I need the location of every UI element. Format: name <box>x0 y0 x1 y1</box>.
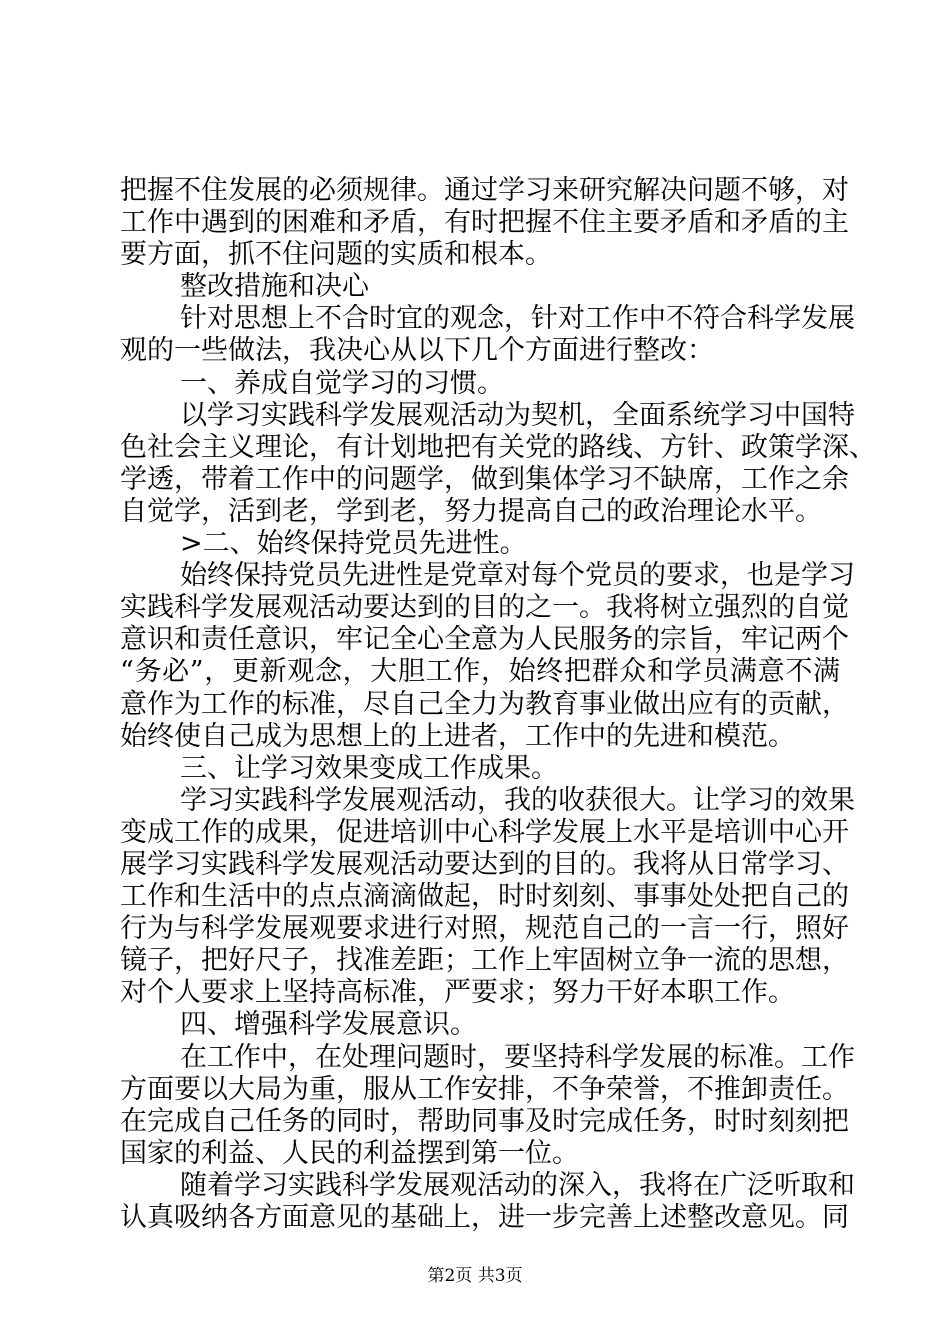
text-line: 行为与科学发展观要求进行对照，规范自己的一言一行，照好 <box>120 913 849 945</box>
text-line: 针对思想上不合时宜的观念，针对工作中不符合科学发展 <box>180 303 855 335</box>
text-line: 工作中遇到的困难和矛盾，有时把握不住主要矛盾和矛盾的主 <box>120 207 849 239</box>
text-line: 方面要以大局为重，服从工作安排，不争荣誉，不推卸责任。 <box>120 1073 849 1105</box>
text-line: 对个人要求上坚持高标准，严要求；努力干好本职工作。 <box>120 977 795 1009</box>
text-line: 始终使自己成为思想上的上进者，工作中的先进和模范。 <box>120 720 795 752</box>
text-line: 意作为工作的标准，尽自己全力为教育事业做出应有的贡献， <box>120 688 849 720</box>
text-line: 始终保持党员先进性是党章对每个党员的要求，也是学习 <box>180 560 855 592</box>
text-line: 观的一些做法，我决心从以下几个方面进行整改： <box>120 335 714 367</box>
text-line: 学习实践科学发展观活动，我的收获很大。让学习的效果 <box>180 784 855 816</box>
text-line: 认真吸纳各方面意见的基础上，进一步完善上述整改意见。同 <box>120 1202 849 1233</box>
text-line: >二、始终保持党员先进性。 <box>180 528 527 560</box>
text-line: 镜子，把好尺子，找准差距；工作上牢固树立争一流的思想， <box>120 945 849 977</box>
text-line: 以学习实践科学发展观活动为契机，全面系统学习中国特 <box>180 399 855 431</box>
text-line: 一、养成自觉学习的习惯。 <box>180 367 504 399</box>
document-body <box>120 175 876 1234</box>
text-line: 国家的利益、人民的利益摆到第一位。 <box>120 1137 579 1169</box>
text-line: 在工作中，在处理问题时，要坚持科学发展的标准。工作 <box>180 1041 855 1073</box>
text-line: 意识和责任意识，牢记全心全意为人民服务的宗旨，牢记两个 <box>120 624 849 656</box>
text-line: 要方面，抓不住问题的实质和根本。 <box>120 239 552 271</box>
text-line: 把握不住发展的必须规律。通过学习来研究解决问题不够，对 <box>120 175 849 206</box>
text-line: 自觉学，活到老，学到老，努力提高自己的政治理论水平。 <box>120 495 822 527</box>
page-number-label: 第2页 共3页 <box>427 1266 523 1286</box>
text-line: 展学习实践科学发展观活动要达到的目的。我将从日常学习、 <box>120 848 849 880</box>
text-line: 变成工作的成果，促进培训中心科学发展上水平是培训中心开 <box>120 816 849 848</box>
text-line: 三、让学习效果变成工作成果。 <box>180 752 558 784</box>
text-line: 在完成自己任务的同时，帮助同事及时完成任务，时时刻刻把 <box>120 1105 849 1137</box>
page-footer <box>0 1265 950 1287</box>
text-line: 实践科学发展观活动要达到的目的之一。我将树立强烈的自觉 <box>120 592 849 624</box>
text-line: 整改措施和决心 <box>180 271 369 303</box>
text-line: 四、增强科学发展意识。 <box>180 1009 477 1041</box>
text-line: “务必”，更新观念，大胆工作，始终把群众和学员满意不满 <box>120 656 840 688</box>
text-line: 工作和生活中的点点滴滴做起，时时刻刻、事事处处把自己的 <box>120 881 849 913</box>
text-line: 学透，带着工作中的问题学，做到集体学习不缺席，工作之余 <box>120 463 849 495</box>
text-line: 随着学习实践科学发展观活动的深入，我将在广泛听取和 <box>180 1169 855 1201</box>
text-line: 色社会主义理论，有计划地把有关党的路线、方针、政策学深、 <box>120 431 876 463</box>
